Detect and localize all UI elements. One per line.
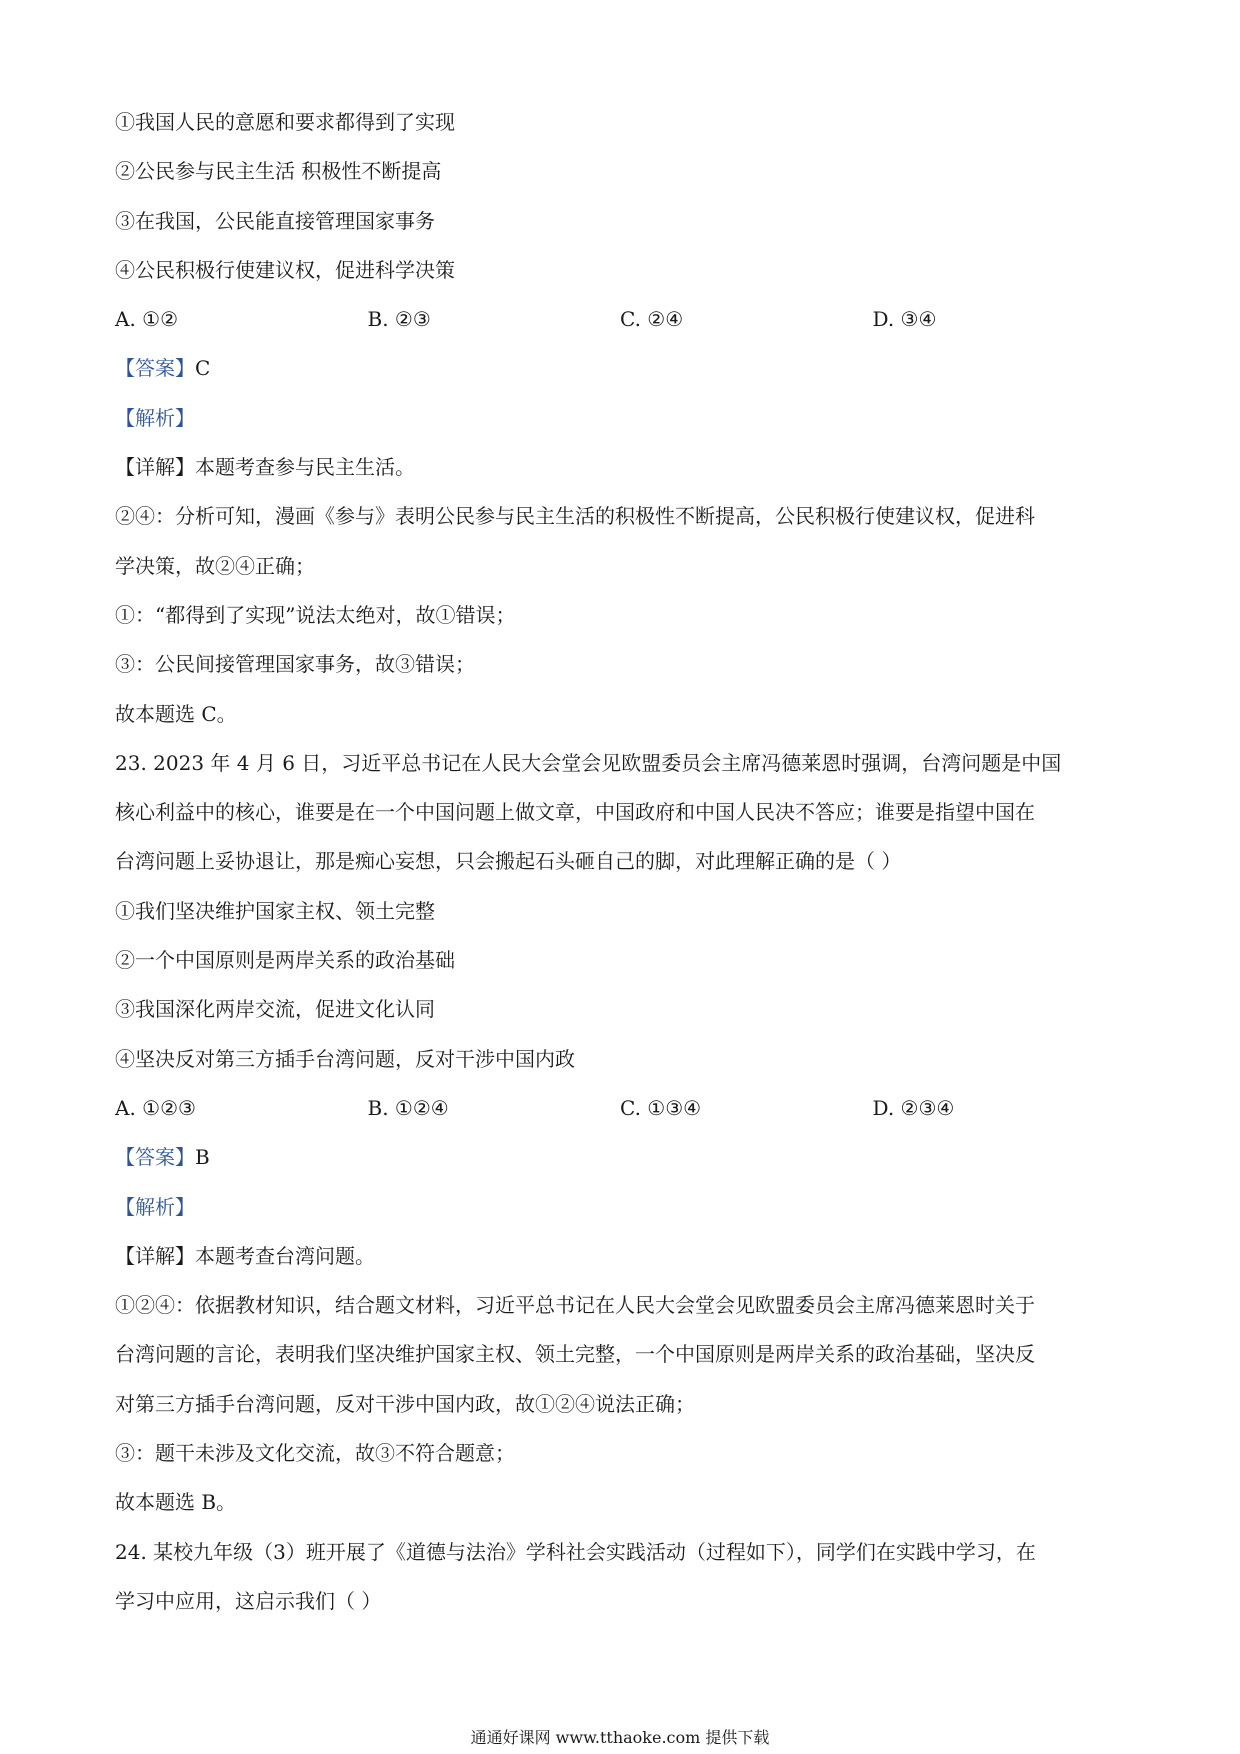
q22-option-c: C. ②④ bbox=[620, 307, 684, 332]
q23-explanation-1: ①②④：依据教材知识，结合题文材料，习近平总书记在人民大会堂会见欧盟委员会主席冯德莱恩时关于 bbox=[115, 1293, 1035, 1318]
q23-stem-2: 核心利益中的核心，谁要是在一个中国问题上做文章，中国政府和中国人民决不答应；谁要是指望中国在 bbox=[115, 800, 1035, 825]
q24-stem-1: 24. 某校九年级（3）班开展了《道德与法治》学科社会实践活动（过程如下），同学们在实践中学习，在 bbox=[115, 1539, 1036, 1564]
q23-detail-tag: 【详解】 bbox=[115, 1243, 195, 1268]
q22-detail bbox=[115, 443, 1125, 492]
page-content bbox=[115, 98, 1125, 1626]
q22-explanation-4: ③：公民间接管理国家事务，故③错误； bbox=[115, 652, 475, 677]
q23-option-a: A. ①②③ bbox=[115, 1095, 196, 1120]
q23-statement-4: ④坚决反对第三方插手台湾问题，反对干涉中国内政 bbox=[115, 1046, 575, 1071]
q22-detail-tag: 【详解】 bbox=[115, 455, 195, 480]
q23-option-b: B. ①②④ bbox=[367, 1095, 449, 1120]
q22-explanation-3: ①：“都得到了实现”说法太绝对，故①错误； bbox=[115, 602, 516, 627]
q22-statement-3: ③在我国，公民能直接管理国家事务 bbox=[115, 208, 435, 233]
q23-detail bbox=[115, 1232, 1125, 1281]
q23-explanation-5: 故本题选 B。 bbox=[115, 1490, 237, 1515]
q23-options bbox=[115, 1084, 1125, 1133]
q23-stem-3: 台湾问题上妥协退让，那是痴心妄想，只会搬起石头砸自己的脚，对此理解正确的是（ ） bbox=[115, 849, 902, 874]
q23-statement-1: ①我们坚决维护国家主权、领土完整 bbox=[115, 898, 435, 923]
q23-statement-2: ②一个中国原则是两岸关系的政治基础 bbox=[115, 948, 455, 973]
q22-options bbox=[115, 295, 1125, 344]
q22-explanation-1: ②④：分析可知，漫画《参与》表明公民参与民主生活的积极性不断提高，公民积极行使建议权，促进科 bbox=[115, 504, 1035, 529]
q23-explanation-2: 台湾问题的言论，表明我们坚决维护国家主权、领土完整，一个中国原则是两岸关系的政治基础，坚决反 bbox=[115, 1342, 1035, 1367]
q22-answer bbox=[115, 344, 1125, 393]
q23-answer-tag: 【答案】 bbox=[115, 1145, 195, 1170]
q22-statement-2: ②公民参与民主生活 积极性不断提高 bbox=[115, 159, 442, 184]
q22-statement-4: ④公民积极行使建议权，促进科学决策 bbox=[115, 257, 455, 282]
q22-option-d: D. ③④ bbox=[872, 307, 937, 332]
q23-option-c: C. ①③④ bbox=[620, 1095, 702, 1120]
q23-option-d: D. ②③④ bbox=[872, 1095, 955, 1120]
q22-analysis bbox=[115, 394, 1125, 443]
q22-statement-1: ①我国人民的意愿和要求都得到了实现 bbox=[115, 110, 455, 134]
q22-explanation-5: 故本题选 C。 bbox=[115, 701, 237, 726]
q23-detail-text: 本题考查台湾问题。 bbox=[195, 1243, 375, 1268]
q23-stem-1: 23. 2023 年 4 月 6 日，习近平总书记在人民大会堂会见欧盟委员会主席冯德莱恩时强调，台湾问题是中国 bbox=[115, 750, 1062, 775]
q23-analysis bbox=[115, 1183, 1125, 1232]
q22-answer-tag: 【答案】 bbox=[115, 356, 195, 381]
q22-detail-text: 本题考查参与民主生活。 bbox=[195, 455, 415, 480]
q22-answer-value: C bbox=[195, 356, 211, 381]
q22-analysis-tag: 【解析】 bbox=[115, 405, 195, 430]
q23-analysis-tag: 【解析】 bbox=[115, 1194, 195, 1219]
q22-option-a: A. ①② bbox=[115, 307, 179, 332]
q22-option-b: B. ②③ bbox=[367, 307, 431, 332]
q24-stem-2: 学习中应用，这启示我们（ ） bbox=[115, 1588, 382, 1613]
q23-explanation-3: 对第三方插手台湾问题，反对干涉中国内政，故①②④说法正确； bbox=[115, 1391, 695, 1416]
q23-answer-value: B bbox=[195, 1145, 210, 1170]
q23-statement-3: ③我国深化两岸交流，促进文化认同 bbox=[115, 997, 435, 1022]
page-footer: 通通好课网 www.tthaoke.com 提供下载 bbox=[470, 1728, 770, 1747]
q22-explanation-2: 学决策，故②④正确； bbox=[115, 553, 315, 578]
q23-explanation-4: ③：题干未涉及文化交流，故③不符合题意； bbox=[115, 1441, 515, 1466]
q23-answer bbox=[115, 1133, 1125, 1182]
